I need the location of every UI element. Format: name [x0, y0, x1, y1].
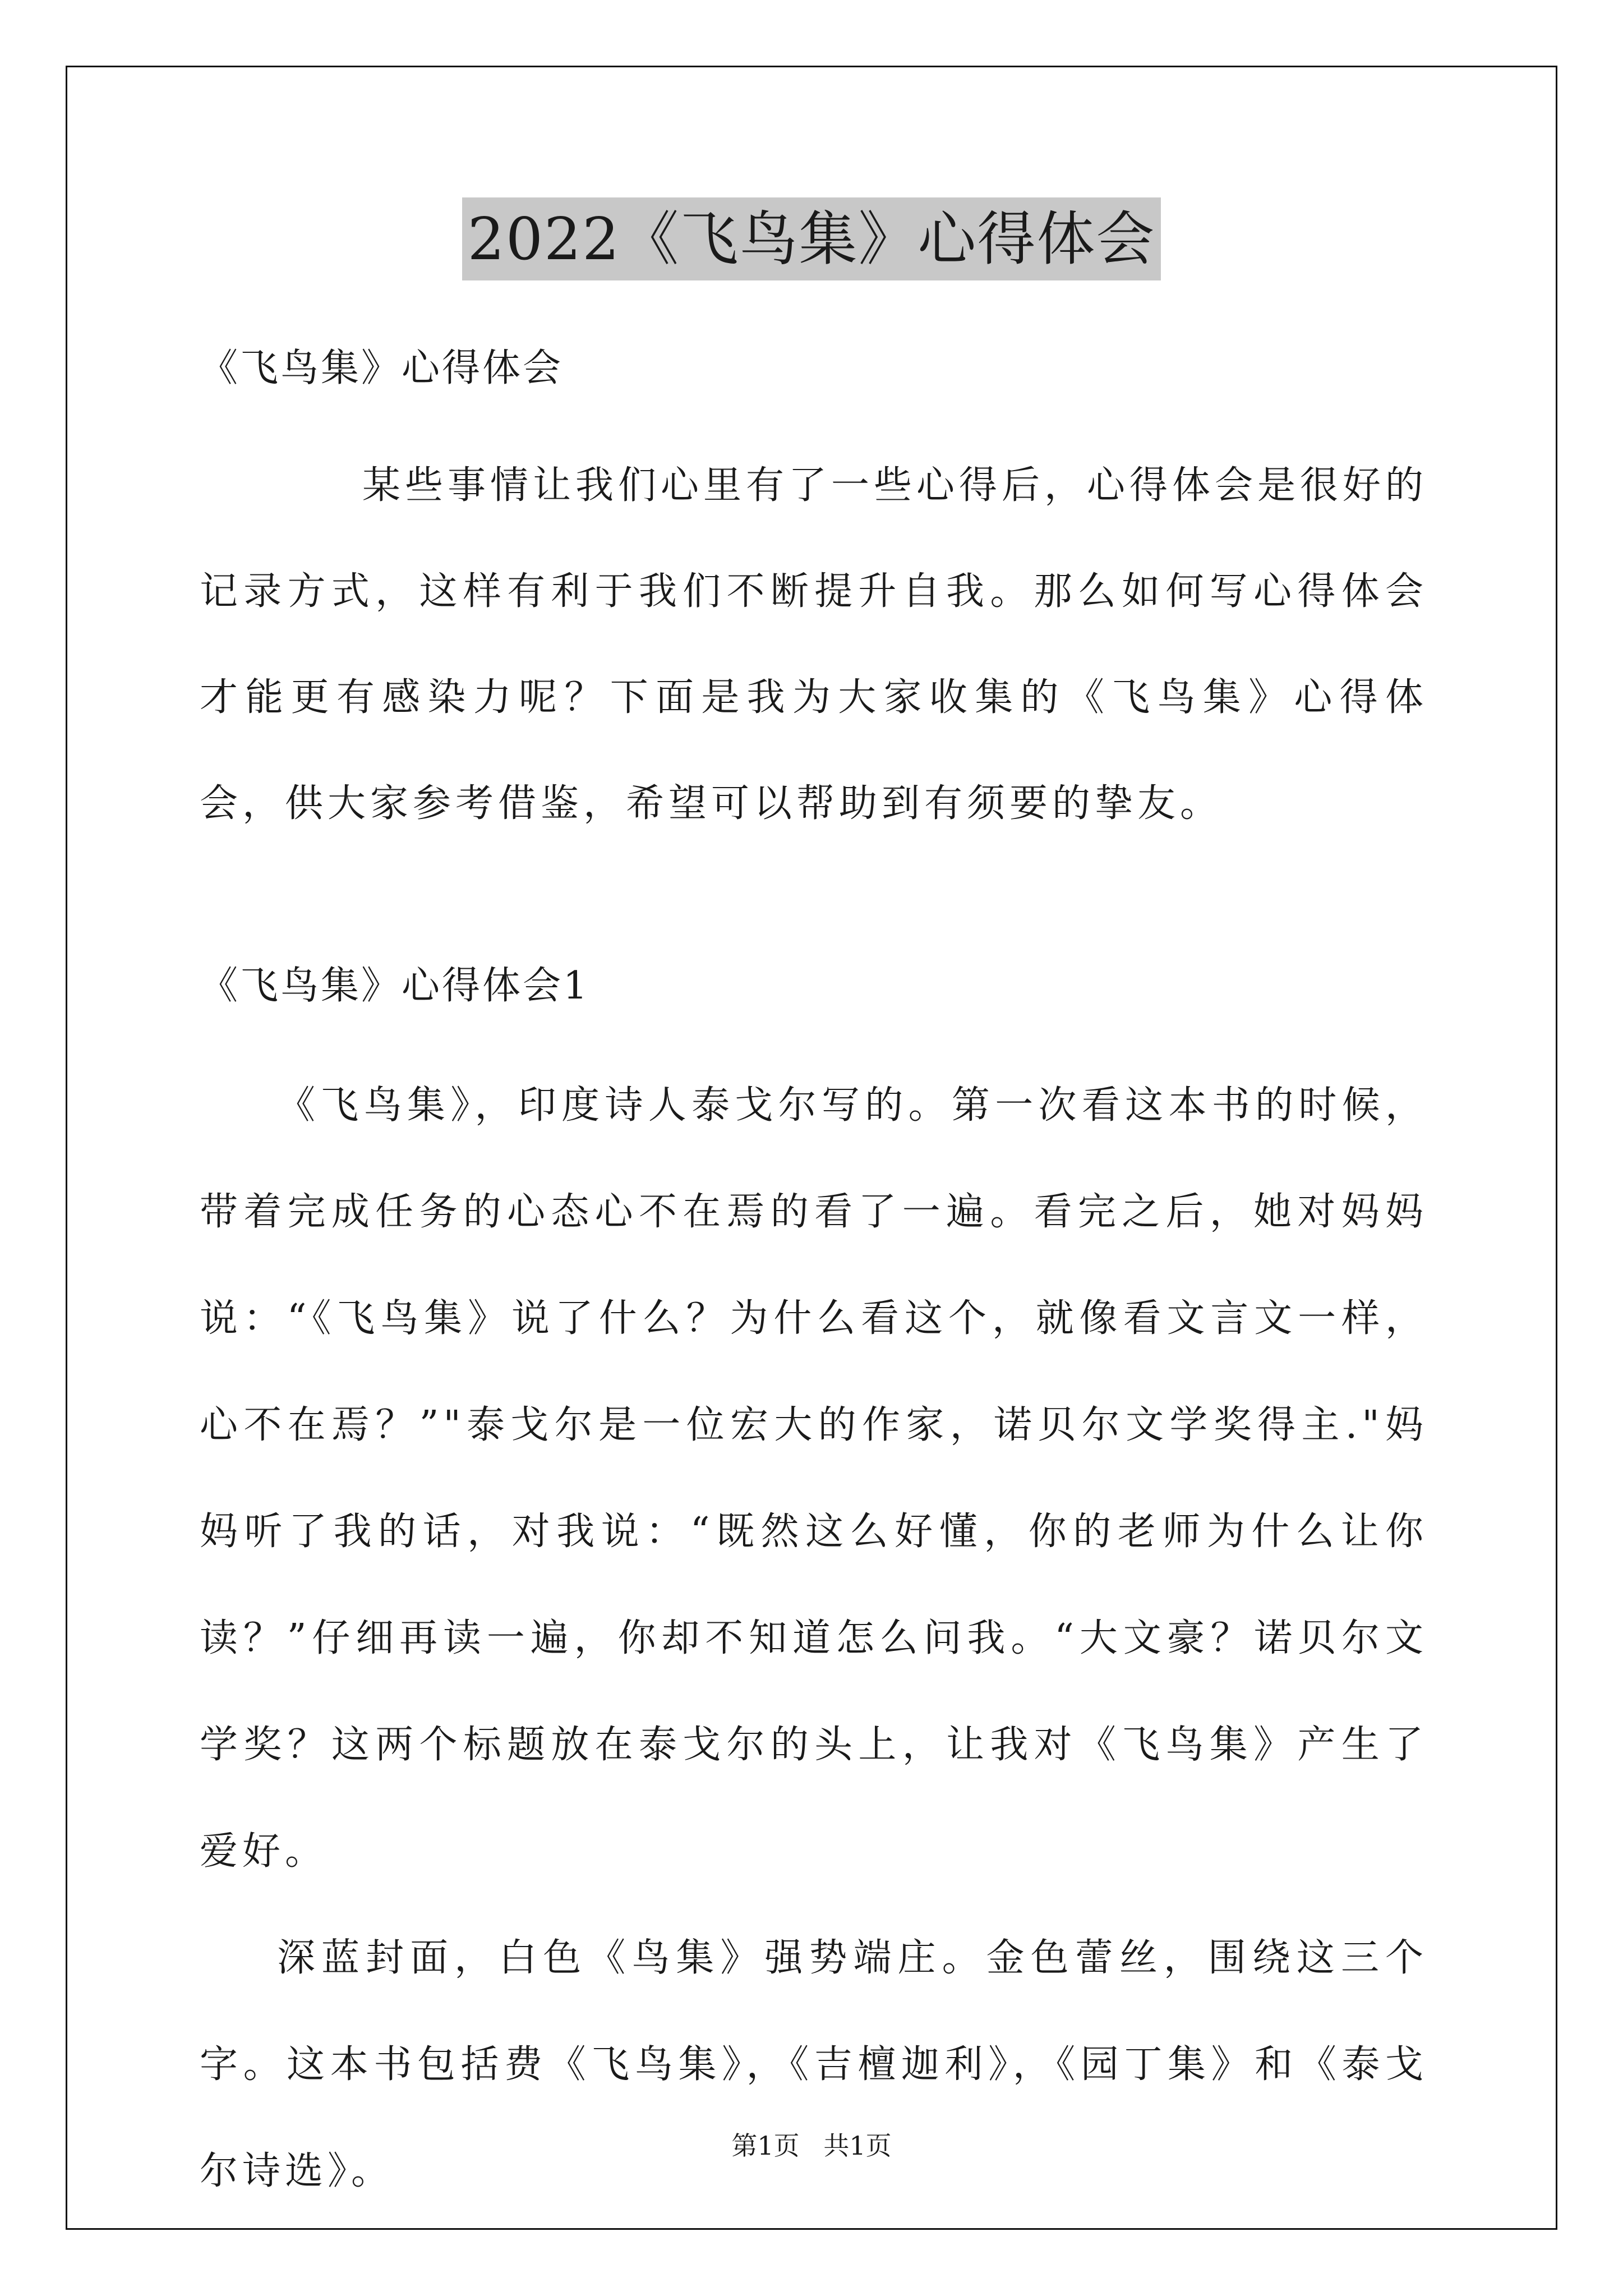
intro-paragraph: 某些事情让我们心里有了一些心得后，心得体会是很好的记录方式，这样有利于我们不断提升自我。那么如何写心得体会才能更有感染力呢？下面是我为大家收集的《飞鸟集》心得体会，供大家参考借鉴，希望可以帮助到有须要的挚友。 [200, 463, 1428, 826]
body-paragraph-2: 深蓝封面，白色《鸟集》强势端庄。金色蕾丝，围绕这三个字。这本书包括费《飞鸟集》，《吉檀迦利》，《园丁集》和《泰戈尔诗选》。 [200, 1936, 1428, 2193]
title-container [0, 197, 1623, 280]
document-subtitle: 《飞鸟集》心得体会 [200, 346, 564, 390]
document-title: 2022《飞鸟集》心得体会 [462, 197, 1161, 280]
section-heading: 《飞鸟集》心得体会1 [200, 964, 590, 1008]
body-paragraph-1: 《飞鸟集》，印度诗人泰戈尔写的。第一次看这本书的时候，带着完成任务的心态心不在焉的看了一遍。看完之后，她对妈妈说：“《飞鸟集》说了什么？为什么看这个，就像看文言文一样，心不在焉？”"泰戈尔是一位宏大的作家，诺贝尔文学奖得主."妈妈听了我的话，对我说：“既然这么好懂，你的老师为什么让你读？”仔细再读一遍，你却不知道怎么问我。“大文豪？诺贝尔文学奖？这两个标题放在泰戈尔的头上，让我对《飞鸟集》产生了爱好。 [200, 1083, 1428, 1874]
intro-block [200, 432, 1428, 857]
subtitle-block [200, 343, 1428, 394]
page-number: 第1页 [731, 2131, 800, 2161]
section-heading-block [200, 961, 1428, 1011]
page-total: 共1页 [823, 2131, 892, 2161]
body-block [200, 1052, 1428, 2225]
page-footer [0, 2129, 1623, 2162]
